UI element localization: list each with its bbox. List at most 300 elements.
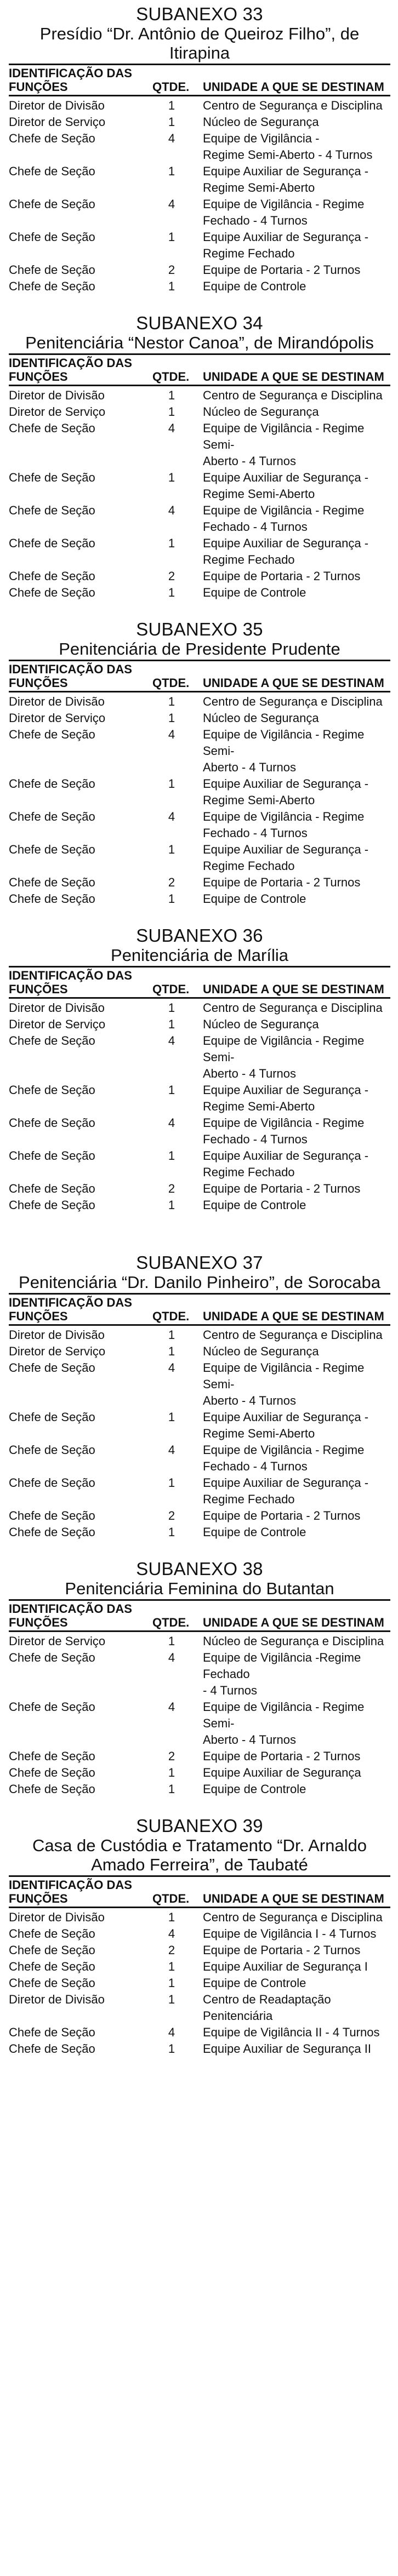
unit-cell: Equipe de Vigilância - Regime Semi- Aberto - 4 Turnos: [203, 421, 365, 468]
section-heading: [9, 1253, 390, 1292]
table-row: [9, 1327, 390, 1343]
table-header: [9, 1877, 390, 1908]
role-cell: Diretor de Divisão: [9, 1910, 105, 1924]
quantity-cell: 4: [168, 1034, 175, 1047]
unit-cell: Equipe Auxiliar de Segurança - Regime Semi-Aberto: [203, 164, 369, 194]
subanexo-title: SUBANEXO 38: [136, 1559, 263, 1579]
table-row: [9, 163, 390, 196]
unit-cell: Núcleo de Segurança: [203, 711, 319, 725]
table-row: [9, 1926, 390, 1942]
role-cell: Chefe de Seção: [9, 1766, 95, 1779]
role-cell: Chefe de Seção: [9, 810, 95, 823]
header-unit: UNIDADE A QUE SE DESTINAM: [203, 1892, 384, 1905]
unit-cell: Equipe de Controle: [203, 1198, 306, 1212]
quantity-cell: 1: [168, 1017, 175, 1031]
functions-table: [9, 353, 390, 601]
unit-cell: Equipe Auxiliar de Segurança - Regime Semi-Aberto: [203, 471, 369, 501]
header-unit: UNIDADE A QUE SE DESTINAM: [203, 676, 384, 690]
role-cell: Chefe de Seção: [9, 892, 95, 906]
quantity-cell: 1: [168, 405, 175, 419]
section-heading: [9, 4, 390, 62]
role-cell: Chefe de Seção: [9, 1960, 95, 1973]
quantity-cell: 1: [168, 586, 175, 599]
header-unit: UNIDADE A QUE SE DESTINAM: [203, 80, 384, 94]
role-cell: Chefe de Seção: [9, 586, 95, 599]
quantity-cell: 1: [168, 1993, 175, 2006]
unit-cell: Equipe de Vigilância - Regime Fechado - 4 Turnos: [203, 810, 365, 840]
header-unit: UNIDADE A QUE SE DESTINAM: [203, 370, 384, 383]
quantity-cell: 1: [168, 1960, 175, 1973]
header-functions-line2: FUNÇÕES: [9, 1892, 68, 1905]
unit-cell: Equipe de Vigilância -Regime Fechado - 4 Turnos: [203, 1651, 361, 1697]
quantity-cell: 1: [168, 230, 175, 244]
quantity-cell: 1: [168, 1198, 175, 1212]
unit-cell: Equipe de Portaria - 2 Turnos: [203, 875, 361, 889]
unit-cell: Equipe Auxiliar de Segurança I: [203, 1960, 368, 1973]
quantity-cell: 1: [168, 388, 175, 402]
quantity-cell: 1: [168, 471, 175, 484]
role-cell: Diretor de Divisão: [9, 1001, 105, 1015]
functions-table: [9, 1599, 390, 1798]
role-cell: Chefe de Seção: [9, 1700, 95, 1714]
subanexo-title: SUBANEXO 37: [136, 1252, 263, 1273]
table-row: [9, 1197, 390, 1213]
table-row: [9, 470, 390, 502]
quantity-cell: 1: [168, 1149, 175, 1163]
role-cell: Chefe de Seção: [9, 1509, 95, 1522]
quantity-cell: 1: [168, 777, 175, 791]
table-header: [9, 1601, 390, 1632]
quantity-cell: 4: [168, 1651, 175, 1664]
unit-cell: Centro de Segurança e Disciplina: [203, 1910, 383, 1924]
table-header: [9, 968, 390, 999]
section-heading: [9, 1816, 390, 1874]
functions-table: [9, 64, 390, 295]
institution-name: Presídio “Dr. Antônio de Queiroz Filho”, de Itirapina: [39, 24, 360, 62]
table-row: [9, 502, 390, 535]
table-row: [9, 1442, 390, 1475]
table-row: [9, 776, 390, 809]
unit-cell: Equipe de Controle: [203, 279, 306, 293]
unit-cell: Equipe Auxiliar de Segurança - Regime Fechado: [203, 843, 369, 873]
table-row: [9, 262, 390, 278]
table-row: [9, 1991, 390, 2024]
unit-cell: Equipe de Vigilância - Regime Semi-Aberto - 4 Turnos: [203, 131, 373, 162]
quantity-cell: 1: [168, 1083, 175, 1097]
table-row: [9, 1909, 390, 1926]
header-functions-line1: IDENTIFICAÇÃO DAS: [9, 66, 132, 80]
unit-cell: Núcleo de Segurança: [203, 405, 319, 419]
header-quantity: QTDE.: [152, 1892, 190, 1905]
functions-table: [9, 966, 390, 1213]
quantity-cell: 2: [168, 875, 175, 889]
table-row: [9, 726, 390, 776]
role-cell: Chefe de Seção: [9, 1443, 95, 1457]
quantity-cell: 4: [168, 1443, 175, 1457]
table-row: [9, 420, 390, 470]
unit-cell: Equipe Auxiliar de Segurança - Regime Fechado: [203, 1149, 369, 1179]
quantity-cell: 2: [168, 569, 175, 583]
header-functions-line1: IDENTIFICAÇÃO DAS: [9, 662, 132, 676]
table-row: [9, 2041, 390, 2057]
table-row: [9, 1409, 390, 1442]
header-functions-line2: FUNÇÕES: [9, 370, 68, 383]
quantity-cell: 1: [168, 1634, 175, 1648]
unit-cell: Equipe de Portaria - 2 Turnos: [203, 1182, 361, 1195]
table-row: [9, 229, 390, 262]
header-functions: [9, 662, 152, 690]
header-unit: UNIDADE A QUE SE DESTINAM: [203, 982, 384, 996]
table-row: [9, 842, 390, 874]
quantity-cell: 1: [168, 1344, 175, 1358]
table-row: [9, 1650, 390, 1699]
table-header: [9, 1295, 390, 1326]
table-row: [9, 1033, 390, 1082]
header-functions-line1: IDENTIFICAÇÃO DAS: [9, 1296, 132, 1309]
quantity-cell: 1: [168, 1766, 175, 1779]
unit-cell: Equipe de Vigilância I - 4 Turnos: [203, 1927, 377, 1940]
table-body: [9, 386, 390, 601]
role-cell: Chefe de Seção: [9, 503, 95, 517]
table-body: [9, 96, 390, 295]
table-row: [9, 891, 390, 907]
quantity-cell: 2: [168, 263, 175, 277]
section-heading: [9, 926, 390, 965]
table-row: [9, 98, 390, 114]
role-cell: Diretor de Divisão: [9, 99, 105, 112]
unit-cell: Equipe de Portaria - 2 Turnos: [203, 1943, 361, 1957]
role-cell: Chefe de Seção: [9, 421, 95, 435]
header-functions-line2: FUNÇÕES: [9, 80, 68, 94]
quantity-cell: 4: [168, 131, 175, 145]
header-quantity: QTDE.: [152, 676, 190, 690]
role-cell: Chefe de Seção: [9, 1476, 95, 1490]
table-row: [9, 874, 390, 891]
table-row: [9, 1633, 390, 1650]
subanexo-section: [9, 1816, 390, 2057]
unit-cell: Centro de Segurança e Disciplina: [203, 1328, 383, 1342]
role-cell: Chefe de Seção: [9, 1361, 95, 1375]
quantity-cell: 4: [168, 1361, 175, 1375]
role-cell: Chefe de Seção: [9, 1198, 95, 1212]
subanexo-section: [9, 620, 390, 907]
subanexo-section: [9, 4, 390, 295]
table-row: [9, 568, 390, 585]
role-cell: Chefe de Seção: [9, 1525, 95, 1539]
section-heading: [9, 620, 390, 659]
role-cell: Chefe de Seção: [9, 875, 95, 889]
header-functions-line1: IDENTIFICAÇÃO DAS: [9, 969, 132, 982]
functions-table: [9, 1293, 390, 1541]
subanexo-section: [9, 1559, 390, 1798]
quantity-cell: 4: [168, 503, 175, 517]
table-row: [9, 1360, 390, 1409]
role-cell: Chefe de Seção: [9, 2025, 95, 2039]
quantity-cell: 4: [168, 197, 175, 211]
header-functions-line1: IDENTIFICAÇÃO DAS: [9, 1602, 132, 1616]
table-row: [9, 1000, 390, 1016]
role-cell: Chefe de Seção: [9, 197, 95, 211]
header-functions-line2: FUNÇÕES: [9, 676, 68, 690]
role-cell: Chefe de Seção: [9, 1927, 95, 1940]
table-row: [9, 1115, 390, 1148]
header-functions-line1: IDENTIFICAÇÃO DAS: [9, 356, 132, 370]
section-heading: [9, 313, 390, 352]
table-row: [9, 585, 390, 601]
institution-name: Penitenciária de Presidente Prudente: [59, 639, 340, 659]
table-row: [9, 2024, 390, 2041]
header-functions: [9, 66, 152, 94]
unit-cell: Equipe de Controle: [203, 586, 306, 599]
table-row: [9, 196, 390, 229]
header-functions: [9, 969, 152, 996]
quantity-cell: 1: [168, 1910, 175, 1924]
subanexo-section: [9, 926, 390, 1213]
header-quantity: QTDE.: [152, 1309, 190, 1323]
table-row: [9, 1508, 390, 1524]
table-row: [9, 1016, 390, 1033]
header-quantity: QTDE.: [152, 80, 190, 94]
table-header: [9, 661, 390, 692]
header-quantity: QTDE.: [152, 370, 190, 383]
table-row: [9, 114, 390, 130]
role-cell: Chefe de Seção: [9, 164, 95, 178]
role-cell: Chefe de Seção: [9, 1034, 95, 1047]
role-cell: Diretor de Serviço: [9, 405, 106, 419]
quantity-cell: 1: [168, 695, 175, 708]
table-row: [9, 1959, 390, 1975]
role-cell: Diretor de Divisão: [9, 695, 105, 708]
role-cell: Chefe de Seção: [9, 2042, 95, 2056]
quantity-cell: 1: [168, 536, 175, 550]
quantity-cell: 1: [168, 892, 175, 906]
unit-cell: Equipe de Vigilância - Regime Fechado - 4 Turnos: [203, 197, 365, 227]
quantity-cell: 2: [168, 1749, 175, 1763]
table-row: [9, 1942, 390, 1959]
role-cell: Diretor de Divisão: [9, 1328, 105, 1342]
quantity-cell: 1: [168, 1328, 175, 1342]
table-row: [9, 1748, 390, 1765]
table-body: [9, 999, 390, 1213]
table-row: [9, 809, 390, 842]
header-functions-line2: FUNÇÕES: [9, 982, 68, 996]
table-body: [9, 692, 390, 907]
quantity-cell: 4: [168, 1700, 175, 1714]
role-cell: Chefe de Seção: [9, 1976, 95, 1990]
unit-cell: Equipe Auxiliar de Segurança: [203, 1766, 361, 1779]
role-cell: Chefe de Seção: [9, 263, 95, 277]
unit-cell: Equipe de Vigilância - Regime Semi- Aberto - 4 Turnos: [203, 1361, 365, 1407]
subanexo-section: [9, 1253, 390, 1541]
unit-cell: Equipe Auxiliar de Segurança II: [203, 2042, 371, 2056]
table-row: [9, 404, 390, 420]
header-quantity: QTDE.: [152, 1616, 190, 1629]
unit-cell: Centro de Readaptação Penitenciária: [203, 1993, 331, 2023]
unit-cell: Equipe Auxiliar de Segurança - Regime Fechado: [203, 1476, 369, 1506]
role-cell: Chefe de Seção: [9, 230, 95, 244]
functions-table: [9, 1875, 390, 2057]
unit-cell: Equipe de Vigilância - Regime Semi- Aberto - 4 Turnos: [203, 1700, 365, 1747]
role-cell: Diretor de Divisão: [9, 388, 105, 402]
unit-cell: Equipe Auxiliar de Segurança - Regime Fechado: [203, 536, 369, 566]
institution-name: Penitenciária Feminina do Butantan: [65, 1579, 334, 1598]
institution-name: Penitenciária “Dr. Danilo Pinheiro”, de Sorocaba: [19, 1273, 380, 1292]
unit-cell: Equipe de Portaria - 2 Turnos: [203, 1509, 361, 1522]
header-functions-line1: IDENTIFICAÇÃO DAS: [9, 1878, 132, 1892]
header-functions: [9, 356, 152, 383]
table-row: [9, 1148, 390, 1181]
unit-cell: Equipe de Controle: [203, 1525, 306, 1539]
role-cell: Chefe de Seção: [9, 569, 95, 583]
table-row: [9, 535, 390, 568]
table-row: [9, 278, 390, 295]
unit-cell: Núcleo de Segurança e Disciplina: [203, 1634, 384, 1648]
quantity-cell: 4: [168, 1116, 175, 1130]
unit-cell: Equipe de Vigilância - Regime Fechado - 4 Turnos: [203, 1116, 365, 1146]
role-cell: Chefe de Seção: [9, 1149, 95, 1163]
subanexo-title: SUBANEXO 39: [136, 1816, 263, 1836]
quantity-cell: 1: [168, 164, 175, 178]
header-functions: [9, 1296, 152, 1323]
unit-cell: Equipe de Portaria - 2 Turnos: [203, 1749, 361, 1763]
header-functions: [9, 1878, 152, 1905]
table-row: [9, 1765, 390, 1781]
table-row: [9, 130, 390, 163]
role-cell: Chefe de Seção: [9, 843, 95, 856]
role-cell: Diretor de Serviço: [9, 711, 106, 725]
table-row: [9, 694, 390, 710]
unit-cell: Centro de Segurança e Disciplina: [203, 695, 383, 708]
role-cell: Chefe de Seção: [9, 1410, 95, 1424]
quantity-cell: 1: [168, 279, 175, 293]
section-heading: [9, 1559, 390, 1598]
unit-cell: Equipe Auxiliar de Segurança - Regime Semi-Aberto: [203, 777, 369, 807]
quantity-cell: 1: [168, 711, 175, 725]
quantity-cell: 1: [168, 1410, 175, 1424]
unit-cell: Equipe de Vigilância - Regime Fechado - 4 Turnos: [203, 1443, 365, 1473]
institution-name: Casa de Custódia e Tratamento “Dr. Arnaldo Amado Ferreira”, de Taubaté: [32, 1836, 367, 1874]
table-row: [9, 710, 390, 726]
table-header: [9, 65, 390, 96]
subanexo-section: [9, 313, 390, 601]
unit-cell: Centro de Segurança e Disciplina: [203, 99, 383, 112]
quantity-cell: 4: [168, 2025, 175, 2039]
quantity-cell: 2: [168, 1943, 175, 1957]
unit-cell: Núcleo de Segurança: [203, 1017, 319, 1031]
unit-cell: Equipe Auxiliar de Segurança - Regime Semi-Aberto: [203, 1410, 369, 1440]
role-cell: Diretor de Serviço: [9, 115, 106, 129]
quantity-cell: 4: [168, 810, 175, 823]
table-row: [9, 1082, 390, 1115]
subanexo-title: SUBANEXO 33: [136, 4, 263, 24]
table-row: [9, 1475, 390, 1508]
header-functions-line2: FUNÇÕES: [9, 1309, 68, 1323]
role-cell: Diretor de Serviço: [9, 1344, 106, 1358]
unit-cell: Centro de Segurança e Disciplina: [203, 388, 383, 402]
functions-table: [9, 660, 390, 907]
table-row: [9, 1975, 390, 1991]
role-cell: Chefe de Seção: [9, 471, 95, 484]
role-cell: Chefe de Seção: [9, 777, 95, 791]
unit-cell: Equipe de Vigilância - Regime Semi- Aberto - 4 Turnos: [203, 1034, 365, 1080]
role-cell: Chefe de Seção: [9, 728, 95, 741]
unit-cell: Equipe de Controle: [203, 892, 306, 906]
unit-cell: Equipe de Controle: [203, 1976, 306, 1990]
unit-cell: Equipe de Portaria - 2 Turnos: [203, 263, 361, 277]
role-cell: Chefe de Seção: [9, 1116, 95, 1130]
table-body: [9, 1326, 390, 1541]
table-row: [9, 1343, 390, 1360]
role-cell: Chefe de Seção: [9, 1182, 95, 1195]
role-cell: Chefe de Seção: [9, 1943, 95, 1957]
quantity-cell: 1: [168, 99, 175, 112]
unit-cell: Núcleo de Segurança: [203, 115, 319, 129]
role-cell: Diretor de Divisão: [9, 1993, 105, 2006]
role-cell: Chefe de Seção: [9, 1651, 95, 1664]
quantity-cell: 4: [168, 421, 175, 435]
subanexo-title: SUBANEXO 35: [136, 619, 263, 639]
unit-cell: Equipe de Controle: [203, 1782, 306, 1796]
unit-cell: Equipe de Portaria - 2 Turnos: [203, 569, 361, 583]
quantity-cell: 1: [168, 1476, 175, 1490]
table-row: [9, 1781, 390, 1798]
institution-name: Penitenciária de Marília: [111, 946, 288, 965]
quantity-cell: 1: [168, 1782, 175, 1796]
header-functions-line2: FUNÇÕES: [9, 1616, 68, 1629]
header-quantity: QTDE.: [152, 982, 190, 996]
unit-cell: Equipe de Vigilância - Regime Semi- Aberto - 4 Turnos: [203, 728, 365, 774]
unit-cell: Equipe de Vigilância - Regime Fechado - 4 Turnos: [203, 503, 365, 534]
header-functions: [9, 1602, 152, 1629]
table-body: [9, 1908, 390, 2057]
table-row: [9, 1181, 390, 1197]
table-body: [9, 1632, 390, 1798]
role-cell: Chefe de Seção: [9, 1083, 95, 1097]
role-cell: Chefe de Seção: [9, 131, 95, 145]
quantity-cell: 1: [168, 1525, 175, 1539]
role-cell: Chefe de Seção: [9, 1749, 95, 1763]
quantity-cell: 4: [168, 1927, 175, 1940]
unit-cell: Núcleo de Segurança: [203, 1344, 319, 1358]
role-cell: Chefe de Seção: [9, 536, 95, 550]
quantity-cell: 4: [168, 728, 175, 741]
role-cell: Diretor de Serviço: [9, 1634, 106, 1648]
table-row: [9, 1524, 390, 1541]
institution-name: Penitenciária “Nestor Canoa”, de Mirandópolis: [25, 333, 374, 352]
quantity-cell: 1: [168, 1001, 175, 1015]
unit-cell: Centro de Segurança e Disciplina: [203, 1001, 383, 1015]
header-unit: UNIDADE A QUE SE DESTINAM: [203, 1616, 384, 1629]
table-row: [9, 1699, 390, 1748]
role-cell: Diretor de Serviço: [9, 1017, 106, 1031]
subanexo-title: SUBANEXO 34: [136, 313, 263, 333]
quantity-cell: 2: [168, 1182, 175, 1195]
role-cell: Chefe de Seção: [9, 279, 95, 293]
quantity-cell: 2: [168, 1509, 175, 1522]
subanexo-title: SUBANEXO 36: [136, 925, 263, 946]
quantity-cell: 1: [168, 2042, 175, 2056]
quantity-cell: 1: [168, 115, 175, 129]
header-unit: UNIDADE A QUE SE DESTINAM: [203, 1309, 384, 1323]
unit-cell: Equipe de Vigilância II - 4 Turnos: [203, 2025, 380, 2039]
quantity-cell: 1: [168, 843, 175, 856]
unit-cell: Equipe Auxiliar de Segurança - Regime Semi-Aberto: [203, 1083, 369, 1113]
unit-cell: Equipe Auxiliar de Segurança - Regime Fechado: [203, 230, 369, 260]
quantity-cell: 1: [168, 1976, 175, 1990]
role-cell: Chefe de Seção: [9, 1782, 95, 1796]
table-row: [9, 387, 390, 404]
table-header: [9, 355, 390, 386]
